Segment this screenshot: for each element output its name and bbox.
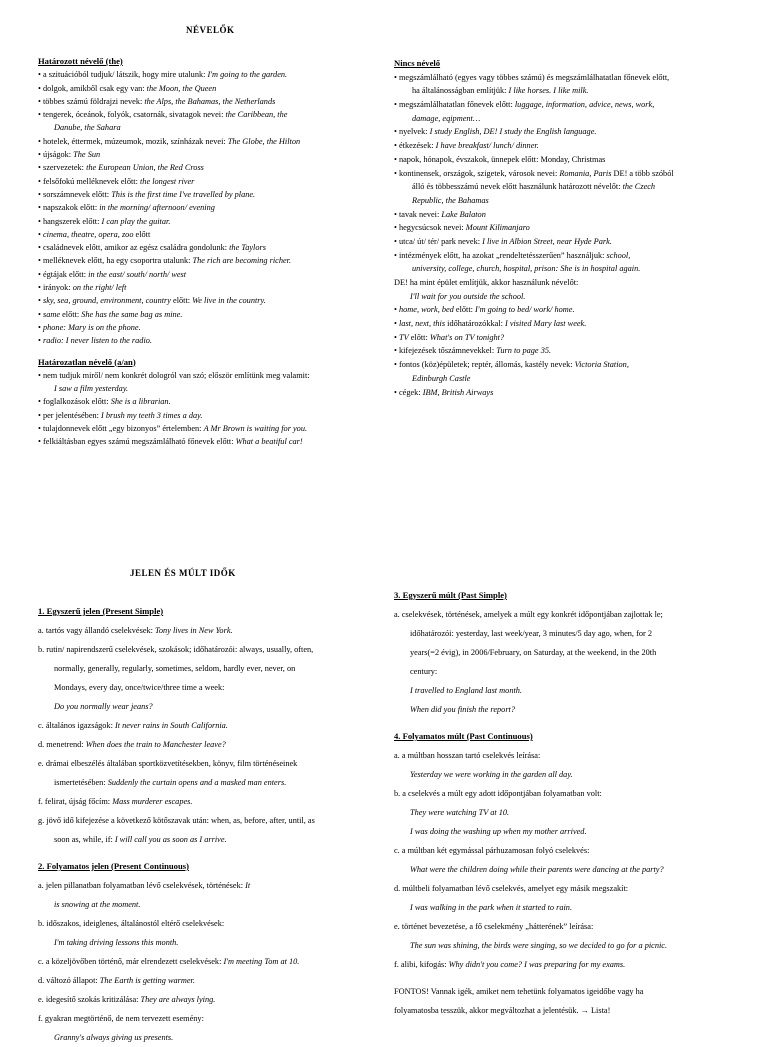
item-example-2: I visited Mary last week. <box>504 319 587 329</box>
list-item <box>38 241 383 254</box>
list-item <box>38 188 383 201</box>
item-text: • nyelvek: <box>394 127 430 137</box>
item-example: The Globe, the Hilton <box>227 136 301 146</box>
item-example: home, work, bed <box>398 305 454 315</box>
item-text: • <box>38 336 43 346</box>
item-example-2: We live in the country. <box>192 296 266 306</box>
item-text: • nem tudjuk miről/ nem konkrét dologról van szó; először említünk meg valamit: <box>38 370 310 380</box>
list-item <box>38 175 383 188</box>
list-item <box>394 317 744 331</box>
item-text: b. a cselekvés a múlt egy adott időpontjában folyamatban volt: <box>394 789 602 798</box>
list-item <box>38 215 383 228</box>
list-item <box>394 605 749 624</box>
item-example: I brush my teeth 3 times a day. <box>101 410 203 420</box>
item-text-after: előtt: <box>453 305 476 315</box>
item-text: c. általános igazságok: <box>38 721 115 730</box>
item-example: I will call you as soon as I arrive. <box>114 835 227 844</box>
list-item <box>394 386 744 400</box>
item-text-after: előtt: <box>170 296 193 306</box>
item-text: • tulajdonnevek előtt „egy bizonyos” értelemben: <box>38 424 204 434</box>
item-text: century: <box>410 667 438 676</box>
item-text: c. a közeljövőben történő, már elrendezett cselekvések: <box>38 957 224 966</box>
list-item <box>394 746 749 765</box>
list-item <box>394 262 744 276</box>
item-example: I study English, DE! I study the English language. <box>429 127 597 137</box>
item-example: Danube, the Sahara <box>54 123 121 133</box>
list-item <box>394 194 744 208</box>
item-text: • <box>38 309 43 319</box>
item-text: a. tartós vagy állandó cselekvések: <box>38 626 156 635</box>
section-heading: 1. Egyszerű jelen (Present Simple) <box>38 606 164 616</box>
item-text: • <box>38 296 43 306</box>
list-item <box>38 308 383 321</box>
item-example: I'm taking driving lessons this month. <box>54 938 179 947</box>
item-example: Do you normally wear jeans? <box>54 702 153 711</box>
list-item <box>394 84 744 98</box>
item-example: She is a librarian. <box>110 397 171 407</box>
list-item <box>38 382 383 395</box>
item-text: • tavak nevei: <box>394 209 442 219</box>
list-item <box>38 735 383 754</box>
item-example: in the morning/ afternoon/ evening <box>99 203 215 213</box>
item-example: They were watching TV at 10. <box>410 808 510 817</box>
item-example: luggage, information, advice, news, work, <box>514 100 655 110</box>
list-item <box>38 294 383 307</box>
list-item <box>38 68 383 81</box>
item-example-2: She has the same bag as mine. <box>81 309 183 319</box>
item-example: in the east/ south/ north/ west <box>88 269 187 279</box>
item-example: Suddenly the curtain opens and a masked man enters. <box>107 778 287 787</box>
item-text: • intézmények előtt, ha azokat „rendeltetésszerűen” használjuk: <box>394 250 607 260</box>
item-text: • égtájak előtt: <box>38 269 89 279</box>
item-example: the Taylors <box>229 243 266 253</box>
list-item <box>394 803 749 822</box>
item-text: • <box>394 332 399 342</box>
item-text: • újságok: <box>38 150 74 160</box>
item-example: radio: I never listen to the radio. <box>42 336 152 346</box>
list-item <box>38 716 383 735</box>
item-text: • per jelentésében: <box>38 410 102 420</box>
list-item <box>394 249 744 263</box>
item-example: I'm going to the garden. <box>207 70 288 80</box>
item-text: ha általánosságban említjük: <box>412 86 509 96</box>
list-item <box>38 334 383 347</box>
list-item <box>394 643 749 662</box>
item-example: What were the children doing while their parents were dancing at the party? <box>410 865 664 874</box>
item-example: Lake Balaton <box>441 209 486 219</box>
item-text: • <box>38 322 43 332</box>
list-item <box>38 135 383 148</box>
item-example: I'm meeting Tom at 10. <box>223 957 300 966</box>
list-item <box>394 167 744 181</box>
item-text: • hotelek, éttermek, múzeumok, mozik, színházak nevei: <box>38 136 228 146</box>
item-text: b. rutin/ napirendszerű cselekvések, szokások; időhatározói: always, usually, often, <box>38 645 314 654</box>
section-title-idok: JELEN ÉS MÚLT IDŐK <box>130 568 236 578</box>
item-text: ismertetésében: <box>54 778 108 787</box>
item-example: The Earth is getting warmer. <box>99 976 195 985</box>
list-item <box>394 125 744 139</box>
item-text: a. jelen pillanatban folyamatban lévő cselekvések, történések: <box>38 881 246 890</box>
item-text: • napok, hónapok, évszakok, ünnepek előtt: Monday, Christmas <box>394 154 606 164</box>
item-example: cinema, theatre, opera, zoo <box>42 229 134 239</box>
item-text: DE! ha mint épület említjük, akkor használunk névelőt: <box>394 278 579 287</box>
list-item <box>38 952 383 971</box>
list-item <box>38 914 383 933</box>
list-item <box>38 811 383 830</box>
item-text: e. drámai elbeszélés általában sportközvetítésekben, könyv, film történéseinek <box>38 759 298 768</box>
item-text: years(=2 évig), in 2006/February, on Saturday, at the weekend, in the 20th <box>410 648 657 657</box>
item-example: damage, eqipment… <box>412 113 481 123</box>
item-text: • étkezések: <box>394 141 436 151</box>
list-item <box>38 254 383 267</box>
item-example: It <box>245 881 251 890</box>
list-item <box>394 235 744 249</box>
list-item <box>394 898 749 917</box>
list-item <box>38 228 383 241</box>
item-example: Mount Kilimanjaro <box>465 223 530 233</box>
item-text: • szervezetek: <box>38 163 87 173</box>
list-item <box>38 990 383 1009</box>
list-item <box>38 1028 383 1047</box>
item-text: a. cselekvések, történések, amelyek a múlt egy konkrét időpontjában zajlottak le; <box>394 610 663 619</box>
list-item <box>38 201 383 214</box>
item-example: I live in Albion Street, near Hyde Park. <box>482 236 612 246</box>
list-item <box>394 331 744 345</box>
item-example: Republic, the Bahamas <box>412 195 489 205</box>
item-text: időhatározói: yesterday, last week/year, 3 minutes/5 day ago, when, for 2 <box>410 629 652 638</box>
list-item <box>38 395 383 408</box>
item-text: a. a múltban hosszan tartó cselekvés leírása: <box>394 751 541 760</box>
item-example: on the right/ left <box>72 283 127 293</box>
list-item <box>38 640 383 659</box>
item-example: The Sun <box>73 150 101 160</box>
item-example: Turn to page 35. <box>496 346 552 356</box>
item-text: • foglalkozások előtt: <box>38 397 111 407</box>
item-example: IBM, British Airways <box>422 387 494 397</box>
item-text: • irányok: <box>38 283 73 293</box>
list-item <box>394 344 744 358</box>
list-item <box>38 754 383 773</box>
section-title-nevelok: NÉVELŐK <box>186 25 235 35</box>
item-text: • megszámlálható (egyes vagy többes számú) és megszámlálhatatlan főnevek előtt, <box>394 72 670 82</box>
list-item <box>394 276 744 290</box>
list-item <box>38 678 383 697</box>
item-text: • <box>394 319 399 329</box>
list-item <box>38 876 383 895</box>
item-text: e. idegesítő szokás kritizálása: <box>38 995 141 1004</box>
item-text-after: előtt: <box>60 309 82 319</box>
item-text: folyamatosba tesszük, akkor megváltozhat a jelentésük. → Lista! <box>394 1006 611 1015</box>
section-heading: Határozatlan névelő (a/an) <box>38 356 136 367</box>
item-text: • melléknevek előtt, ha egy csoportra utalunk: <box>38 256 193 266</box>
item-text: • családnevek előtt, amikor az egész családra gondolunk: <box>38 243 230 253</box>
list-item <box>394 71 744 85</box>
item-text: f. felirat, újság főcím: <box>38 797 113 806</box>
item-example: The rich are becoming richer. <box>192 256 292 266</box>
item-text: • cégek: <box>394 387 423 397</box>
list-item <box>38 95 383 108</box>
item-text-after: DE! a több szóból <box>611 168 674 178</box>
list-item <box>38 281 383 294</box>
item-example: When does the train to Manchester leave? <box>85 740 226 749</box>
list-item <box>394 112 744 126</box>
item-example: is snowing at the moment. <box>54 900 141 909</box>
item-example: Yesterday we were working in the garden all day. <box>410 770 573 779</box>
item-text: • kontinensek, országok, szigetek, városok nevei: <box>394 168 560 178</box>
item-example: Edinburgh Castle <box>412 373 471 383</box>
item-example: The sun was shining, the birds were singing, so we decided to go for a picnic. <box>410 941 668 950</box>
item-text-after: előtt <box>133 229 151 239</box>
item-text: c. a múltban két egymással párhuzamosan folyó cselekvés: <box>394 846 590 855</box>
list-item <box>38 422 383 435</box>
list-item <box>38 108 383 121</box>
section-heading: Határozott névelő (the) <box>38 56 123 66</box>
item-text: soon as, while, if: <box>54 835 115 844</box>
list-item <box>38 773 383 792</box>
item-example: the Moon, the Queen <box>146 83 217 93</box>
item-example: Romania, Paris <box>559 168 612 178</box>
item-example: the Czech <box>622 182 656 192</box>
item-example: the European Union, the Red Cross <box>86 163 204 173</box>
list-item <box>38 268 383 281</box>
item-text-after: időhatározókkal: <box>445 319 505 329</box>
item-example: the Caribbean, the <box>225 110 288 120</box>
item-example: the longest river <box>139 176 195 186</box>
item-text: g. jövő idő kifejezése a következő kötőszavak után: when, as, before, after, until, as <box>38 816 315 825</box>
list-item <box>38 409 383 422</box>
item-text: d. múltbeli folyamatban lévő cselekvés, amelyet egy másik megszakít: <box>394 884 629 893</box>
list-item <box>38 697 383 716</box>
item-text: d. változó állapot: <box>38 976 100 985</box>
item-example: I saw a film yesterday. <box>54 384 129 394</box>
item-text: f. gyakran megtörténő, de nem tervezett esemény: <box>38 1014 204 1023</box>
list-item <box>394 139 744 153</box>
item-example: What a beatiful car! <box>235 437 303 447</box>
item-example: Tony lives in New York. <box>155 626 233 635</box>
item-text: • hegycsúcsok nevei: <box>394 223 466 233</box>
item-text: • <box>38 229 43 239</box>
item-example: last, next, this <box>398 319 446 329</box>
item-text: • dolgok, amikből csak egy van: <box>38 83 147 93</box>
item-text: • utca/ út/ tér/ park nevek: <box>394 236 483 246</box>
item-text: • napszakok előtt: <box>38 203 100 213</box>
item-example: the Alps, the Bahamas, the Netherlands <box>144 96 276 106</box>
list-item <box>394 955 749 974</box>
item-text: • többes számú földrajzi nevek: <box>38 96 145 106</box>
list-item <box>38 1009 383 1028</box>
item-example: I'll wait for you outside the school. <box>410 291 526 301</box>
item-example: phone: Mary is on the phone. <box>42 322 141 332</box>
section-heading: Nincs névelő <box>394 58 441 68</box>
list-item <box>394 841 749 860</box>
list-item <box>394 372 744 386</box>
list-item <box>394 936 749 955</box>
list-item <box>38 621 383 640</box>
list-item <box>394 290 744 304</box>
list-item <box>394 153 744 167</box>
item-text: • <box>394 305 399 315</box>
item-text: • sorszámnevek előtt: <box>38 189 112 199</box>
item-example: TV <box>398 332 409 342</box>
list-item <box>394 662 749 681</box>
item-example: Granny's always giving us presents. <box>54 1033 174 1042</box>
item-text: álló és többesszámú nevek előtt használunk határozott névelőt: <box>412 182 623 192</box>
list-item <box>38 148 383 161</box>
list-item <box>38 369 383 382</box>
nevelok-right-column <box>394 57 744 399</box>
item-text: • felsőfokú melléknevek előtt: <box>38 176 140 186</box>
item-text: • kifejezések tőszámnevekkel: <box>394 346 497 356</box>
item-example: same <box>42 309 61 319</box>
item-example: I was walking in the park when it started to rain. <box>410 903 573 912</box>
list-item <box>38 971 383 990</box>
item-example: Why didn't you come? I was preparing for my exams. <box>448 960 626 969</box>
item-example: This is the first time I've travelled by plane. <box>111 189 256 199</box>
list-item <box>394 1001 749 1020</box>
list-item <box>38 659 383 678</box>
item-text: • a szituációból tudjuk/ látszik, hogy mire utalunk: <box>38 70 208 80</box>
list-item <box>38 933 383 952</box>
item-example: sky, sea, ground, environment, country <box>42 296 171 306</box>
list-item <box>394 208 744 222</box>
item-text: f. alibi, kifogás: <box>394 960 449 969</box>
item-example: Mass murderer escapes. <box>112 797 193 806</box>
list-item <box>394 917 749 936</box>
list-item <box>394 98 744 112</box>
item-example: Victoria Station, <box>574 360 629 370</box>
list-item <box>394 860 749 879</box>
section-heading: 3. Egyszerű múlt (Past Simple) <box>394 590 507 600</box>
item-text: • fontos (köz)épületek; reptér, állomás, kastély nevek: <box>394 360 575 370</box>
item-text: • megszámlálhatatlan főnevek előtt: <box>394 100 515 110</box>
item-example: It never rains in South California. <box>114 721 228 730</box>
item-example: I travelled to England last month. <box>410 686 522 695</box>
item-example: I was doing the washing up when my mother arrived. <box>410 827 587 836</box>
item-text: b. időszakos, ideiglenes, általánostól eltérő cselekvések: <box>38 919 225 928</box>
list-item <box>394 180 744 194</box>
list-item <box>394 700 749 719</box>
list-item <box>394 822 749 841</box>
list-item <box>38 321 383 334</box>
item-example: I can play the guitar. <box>101 216 171 226</box>
list-item <box>394 358 744 372</box>
list-item <box>38 792 383 811</box>
list-item <box>38 895 383 914</box>
idok-left-column <box>38 602 383 1047</box>
list-item <box>394 784 749 803</box>
item-example: school, <box>606 250 631 260</box>
list-item <box>38 435 383 448</box>
list-item <box>38 82 383 95</box>
item-example: When did you finish the report? <box>410 705 516 714</box>
item-text-after: előtt: <box>408 332 430 342</box>
item-example: I like horses. I like milk. <box>508 86 589 96</box>
item-text: • hangszerek előtt: <box>38 216 102 226</box>
item-text: FONTOS! Vannak igék, amiket nem tehetünk folyamatos igeidőbe vagy ha <box>394 987 644 996</box>
item-text: • tengerek, óceánok, folyók, csatornák, sivatagok nevei: <box>38 110 226 120</box>
list-item <box>38 121 383 134</box>
item-example: university, college, church, hospital, prison: She is in hospital again. <box>412 264 641 274</box>
list-item <box>38 161 383 174</box>
item-example: I have breakfast/ lunch/ dinner. <box>435 141 539 151</box>
item-text: • felkiáltásban egyes számú megszámlálható főnevek előtt: <box>38 437 236 447</box>
item-text: e. történet bevezetése, a fő cselekmény „hátterének” leírása: <box>394 922 594 931</box>
item-example: They are always lying. <box>140 995 216 1004</box>
list-item <box>394 681 749 700</box>
item-example-2: I'm going to bed/ work/ home. <box>475 305 575 315</box>
section-heading: 2. Folyamatos jelen (Present Continuous) <box>38 861 189 871</box>
item-text: Mondays, every day, once/twice/three time a week: <box>54 683 225 692</box>
item-text: d. menetrend: <box>38 740 86 749</box>
item-example: A Mr Brown is waiting for you. <box>203 424 308 434</box>
list-item <box>38 830 383 849</box>
list-item <box>394 221 744 235</box>
idok-right-column <box>394 586 749 1020</box>
nevelok-left-column <box>38 55 383 449</box>
item-text: normally, generally, regularly, sometimes, seldom, hardly ever, never, on <box>54 664 296 673</box>
list-item <box>394 982 749 1001</box>
list-item <box>394 624 749 643</box>
item-example-2: What's on TV tonight? <box>429 332 505 342</box>
list-item <box>394 303 744 317</box>
list-item <box>394 879 749 898</box>
list-item <box>394 765 749 784</box>
section-heading: 4. Folyamatos múlt (Past Continuous) <box>394 731 533 741</box>
